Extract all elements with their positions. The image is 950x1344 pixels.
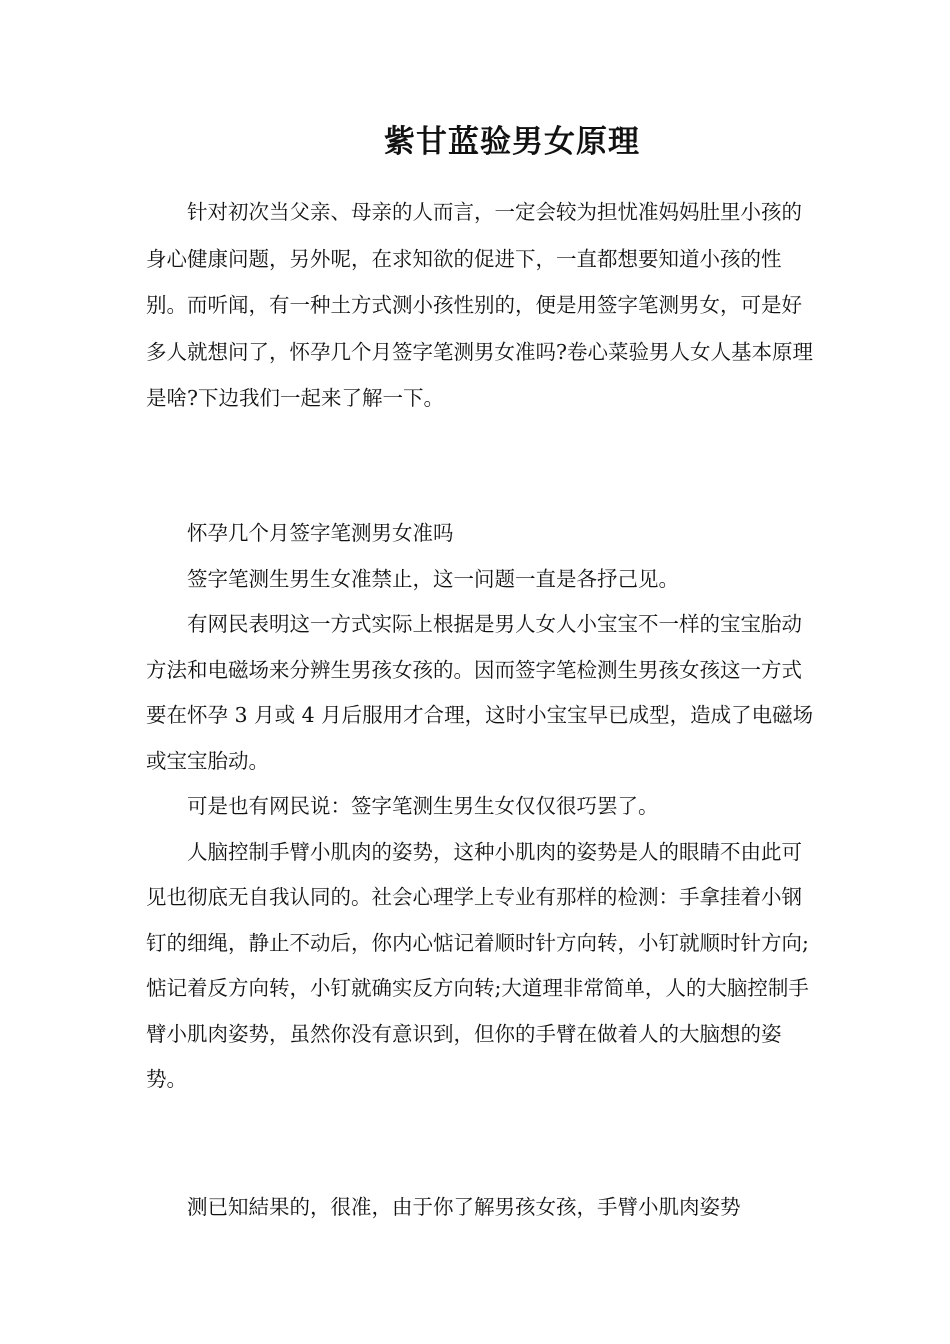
accuracy-section [146, 511, 814, 1103]
body-paragraph: 签字笔测生男生女准禁止，这一问题一直是各抒己见。 [187, 566, 679, 591]
intro-paragraph: 针对初次当父亲、母亲的人而言，一定会较为担忧准妈妈肚里小孩的身心健康问题，另外呢，在求知欲的促进下，一直都想要知道小孩的性别。而听闻，有一种土方式测小孩性别的，便是用签字笔测男女，可是好多人就想问了，怀孕几个月签字笔测男女准吗?卷心菜验男人女人基本原理是啥?下边我们一起来了解一下。 [146, 200, 813, 410]
body-paragraph: 可是也有网民说：签字笔测生男生女仅仅很巧罢了。 [187, 794, 659, 818]
continued-section [146, 1184, 814, 1230]
intro-section [146, 189, 814, 422]
body-paragraph: 人脑控制手臂小肌肉的姿势，这种小肌肉的姿势是人的眼睛不由此可见也彻底无自我认同的。社会心理学上专业有那样的检测：手拿挂着小钢钉的细绳，静止不动后，你内心惦记着顺时针方向转，小钉就顺时针方向;惦记着反方向转，小钉就确实反方向转;大道理非常简单，人的大脑控制手臂小肌肉姿势，虽然你没有意识到，但你的手臂在做着人的大脑想的姿势。 [146, 839, 809, 1091]
document-title: 紫甘蓝验男女原理 [384, 124, 640, 160]
section-heading: 怀孕几个月签字笔测男女准吗 [187, 521, 454, 545]
body-paragraph: 有网民表明这一方式实际上根据是男人女人小宝宝不一样的宝宝胎动方法和电磁场来分辨生男孩女孩的。因而签字笔检测生男孩女孩这一方式要在怀孕 3 月或 4 月后服用才合理，这时小宝宝早已成型，造成了电磁场或宝宝胎动。 [146, 612, 814, 773]
body-paragraph: 测已知結果的，很准，由于你了解男孩女孩，手臂小肌肉姿势 [187, 1195, 741, 1219]
